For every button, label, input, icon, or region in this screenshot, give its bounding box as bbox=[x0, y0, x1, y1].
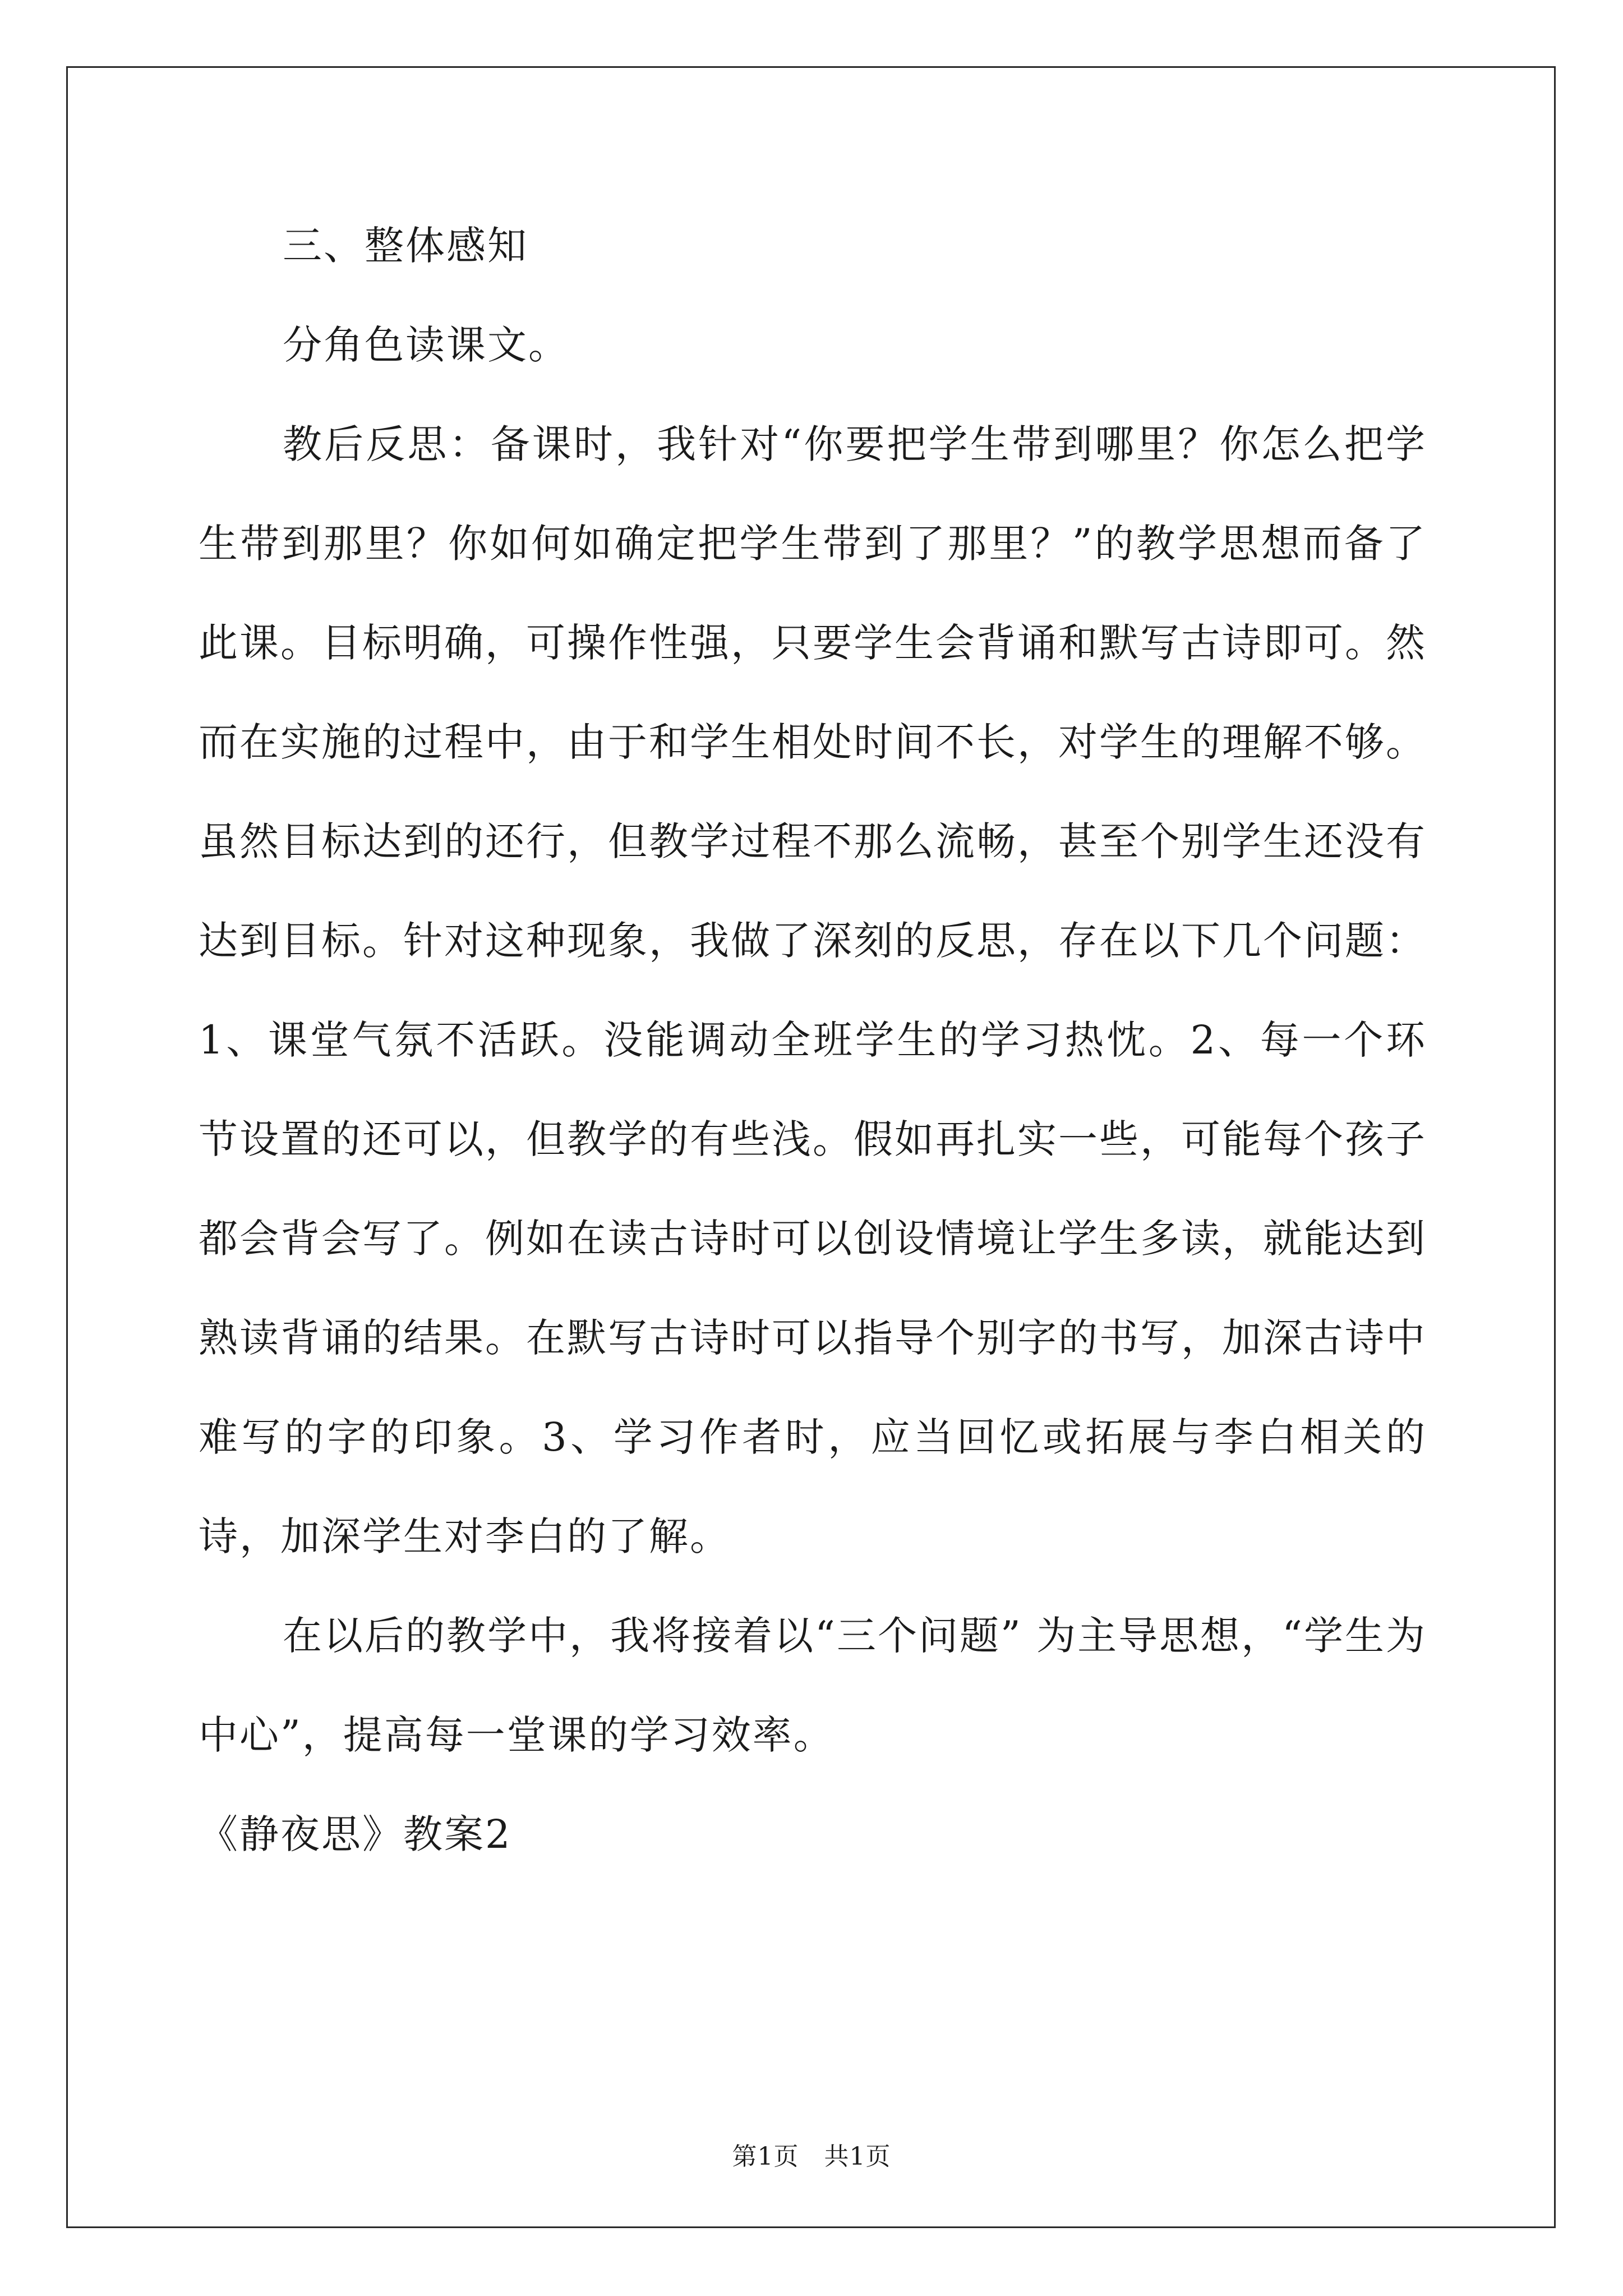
page-number-footer: 第1页 共1页 bbox=[732, 2142, 891, 2171]
paragraph-teaching-reflection: 教后反思：备课时，我针对“你要把学生带到哪里？你怎么把学生带到那里？你如何如确定把学生带到了那里？”的教学思想而备了此课。目标明确，可操作性强，只要学生会背诵和默写古诗即可。然而在实施的过程中，由于和学生相处时间不长，对学生的理解不够。虽然目标达到的还行，但教学过程不那么流畅，甚至个别学生还没有达到目标。针对这种现象，我做了深刻的反思，存在以下几个问题：1、课堂气氛不活跃。没能调动全班学生的学习热忱。2、每一个环节设置的还可以，但教学的有些浅。假如再扎实一些，可能每个孩子都会背会写了。例如在读古诗时可以创设情境让学生多读，就能达到熟读背诵的结果。在默写古诗时可以指导个别字的书写，加深古诗中难写的字的印象。3、学习作者时，应当回忆或拓展与李白相关的诗，加深学生对李白的了解。 bbox=[199, 421, 1427, 1559]
section-title: 《静夜思》教案2 bbox=[199, 1811, 512, 1857]
paragraph-heading-overall-perception: 三、整体感知 bbox=[283, 223, 528, 269]
paragraph-future-teaching: 在以后的教学中，我将接着以“三个问题” 为主导思想，“学生为中心”，提高每一堂课的学习效率。 bbox=[199, 1613, 1427, 1758]
document-body bbox=[199, 196, 1427, 1884]
paragraph-role-reading: 分角色读课文。 bbox=[283, 322, 569, 368]
